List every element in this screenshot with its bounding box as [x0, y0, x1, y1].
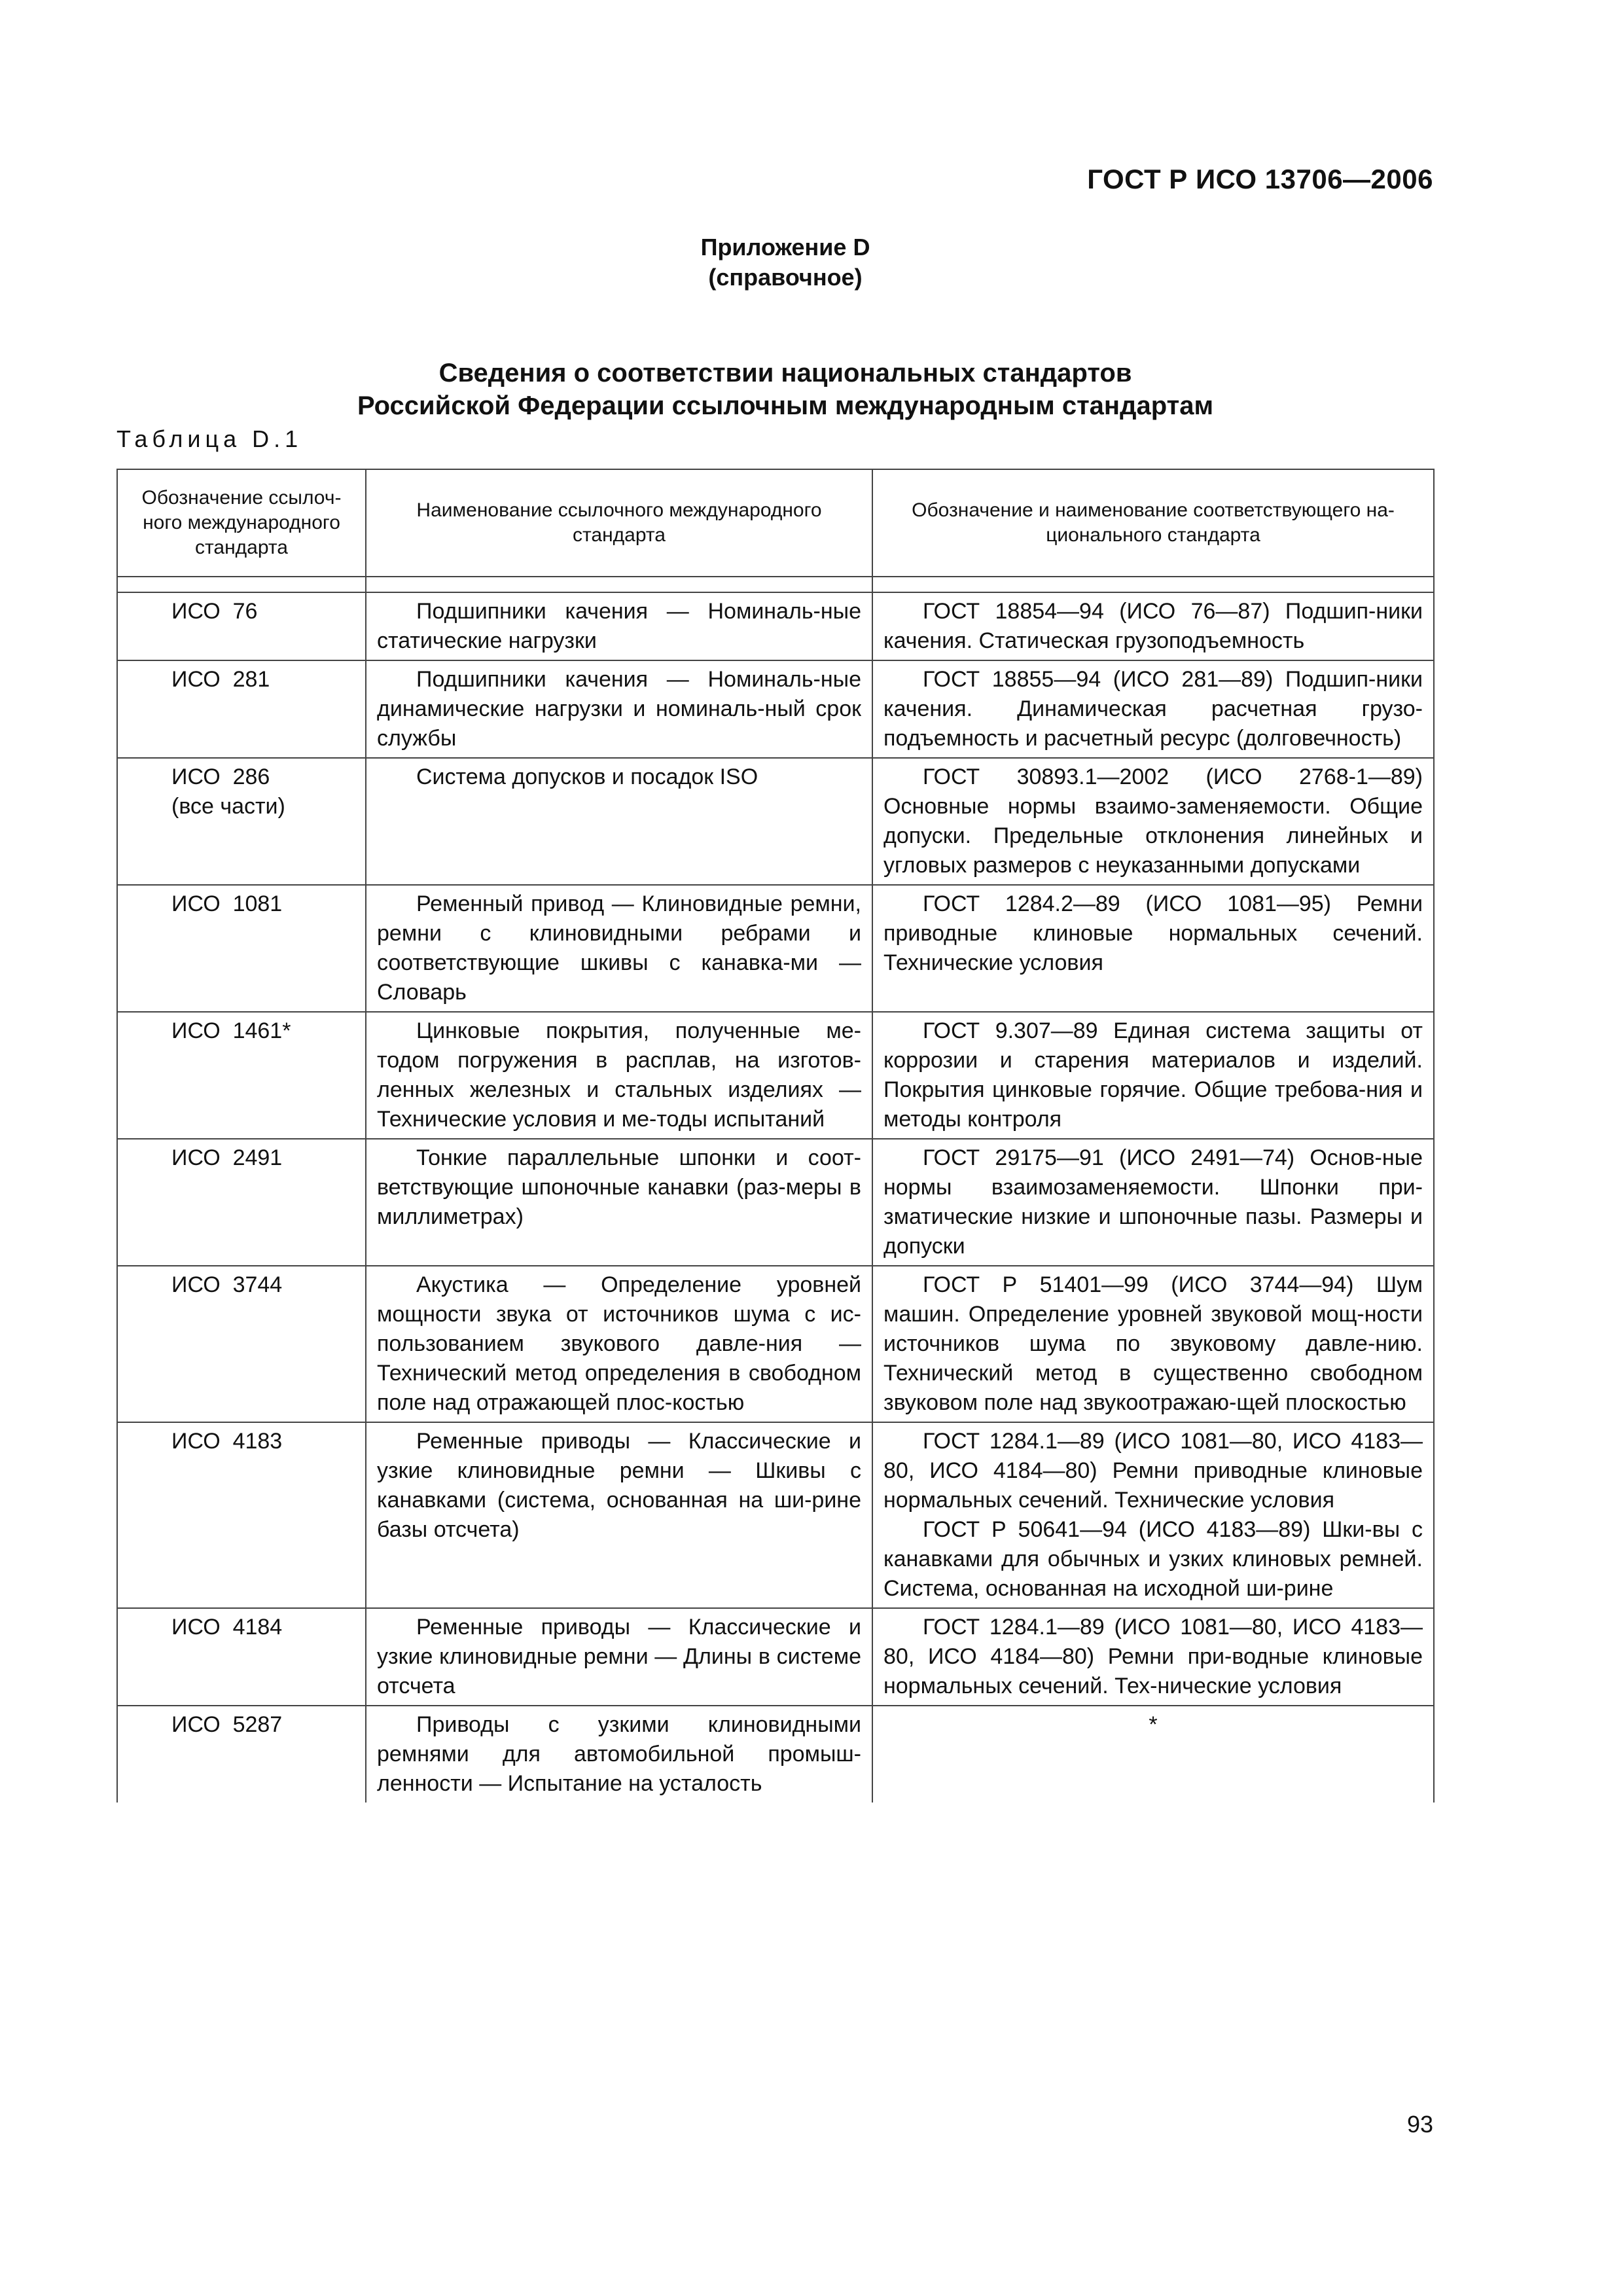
appendix-heading	[0, 232, 1571, 293]
national-standard-entry: ГОСТ 29175—91 (ИСО 2491—74) Основ-ные нормы взаимозаменяемости. Шпонки при-зматические низкие и шпоночные пазы. Размеры и допуски	[883, 1145, 1423, 1259]
intl-standard-code-cell	[117, 1266, 366, 1422]
national-standard-entry: ГОСТ Р 50641—94 (ИСО 4183—89) Шки-вы с канавками для обычных и узких клиновых ремней. Система, основанная на исходной ши-рине	[883, 1517, 1423, 1601]
intl-standard-code-cell	[117, 1706, 366, 1803]
intl-standard-name: Система допусков и посадок ISO	[366, 758, 872, 885]
intl-standard-code: ИСО 1081	[171, 891, 283, 916]
header-intl-code: Обозначение ссылоч-ного международного стандарта	[117, 469, 366, 577]
intl-standard-code: ИСО 286	[171, 764, 270, 789]
table-header-row	[117, 469, 1434, 577]
intl-standard-code-cell	[117, 885, 366, 1012]
intl-standard-name: Подшипники качения — Номиналь-ные динамические нагрузки и номиналь-ный срок службы	[366, 660, 872, 758]
appendix-title: Приложение D	[700, 234, 870, 260]
national-standard-cell	[872, 1012, 1434, 1139]
intl-standard-name: Акустика — Определение уровней мощности звука от источников шума с ис-пользованием звукового давле-ния — Технический метод определения в свободном поле над отражающей плос-костью	[366, 1266, 872, 1422]
intl-standard-code: ИСО 5287	[171, 1712, 283, 1737]
document-title-line-2: Российской Федерации ссылочным международным стандартам	[357, 391, 1214, 420]
intl-standard-code: ИСО 281	[171, 667, 270, 692]
intl-standard-code: ИСО 76	[171, 599, 258, 624]
national-standard-cell	[872, 660, 1434, 758]
intl-standard-name: Подшипники качения — Номиналь-ные статические нагрузки	[366, 592, 872, 660]
intl-standard-code-cell	[117, 592, 366, 660]
intl-standard-name: Ременный привод — Клиновидные ремни, ремни с клиновидными ребрами и соответствующие шкивы с канавка-ми — Словарь	[366, 885, 872, 1012]
national-standard-cell	[872, 758, 1434, 885]
page-number: 93	[1406, 2111, 1433, 2138]
table-row	[117, 758, 1434, 885]
intl-standard-code-cell	[117, 1139, 366, 1266]
header-separator	[117, 577, 1434, 592]
intl-standard-code-cell	[117, 1608, 366, 1706]
national-standard-cell	[872, 1139, 1434, 1266]
national-standard-entry: ГОСТ Р 51401—99 (ИСО 3744—94) Шум машин. Определение уровней звуковой мощ-ности источников шума по звуковому давле-нию. Технический метод в существенно свободном звуковом поле над звукоотражаю-щей плоскостью	[883, 1272, 1423, 1415]
table-row	[117, 885, 1434, 1012]
intl-standard-code: ИСО 4183	[171, 1429, 283, 1454]
national-standard-entry: ГОСТ 30893.1—2002 (ИСО 2768-1—89) Основные нормы взаимо-заменяемости. Общие допуски. Предельные отклонения линейных и угловых размеров с неуказанными допусками	[883, 764, 1423, 878]
national-standard-cell	[872, 1422, 1434, 1608]
intl-standard-code: ИСО 3744	[171, 1272, 283, 1297]
appendix-subtitle: (справочное)	[708, 264, 863, 291]
intl-standard-code-cell	[117, 660, 366, 758]
intl-standard-code-cell	[117, 758, 366, 885]
national-standard-cell	[872, 885, 1434, 1012]
table-row	[117, 1139, 1434, 1266]
table-label: Таблица D.1	[116, 425, 303, 452]
intl-standard-name: Цинковые покрытия, полученные ме-тодом погружения в расплав, на изготов-ленных железных и стальных изделиях — Технические условия и ме-тоды испытаний	[366, 1012, 872, 1139]
intl-standard-name: Приводы с узкими клиновидными ремнями для автомобильной промыш-ленности — Испытание на усталость	[366, 1706, 872, 1803]
table-row	[117, 1266, 1434, 1422]
national-standard-entry: ГОСТ 9.307—89 Единая система защиты от коррозии и старения материалов и изделий. Покрытия цинковые горячие. Общие требова-ния и методы контроля	[883, 1018, 1423, 1132]
intl-standard-code: ИСО 1461*	[171, 1018, 291, 1043]
table-row	[117, 1012, 1434, 1139]
national-standard-entry: *	[1149, 1712, 1158, 1737]
national-standard-cell	[872, 1608, 1434, 1706]
national-standard-entry: ГОСТ 1284.2—89 (ИСО 1081—95) Ремни приводные клиновые нормальных сечений. Технические условия	[883, 891, 1423, 975]
intl-standard-code-note: (все части)	[171, 794, 285, 819]
national-standard-cell	[872, 1706, 1434, 1803]
intl-standard-code-cell	[117, 1012, 366, 1139]
national-standard-entry: ГОСТ 18855—94 (ИСО 281—89) Подшип-ники качения. Динамическая расчетная грузо-подъемность и расчетный ресурс (долговечность)	[883, 667, 1423, 751]
intl-standard-code: ИСО 2491	[171, 1145, 283, 1170]
standards-correspondence-table	[116, 469, 1435, 1803]
table-row	[117, 1422, 1434, 1608]
intl-standard-code: ИСО 4184	[171, 1615, 283, 1640]
header-intl-name: Наименование ссылочного международного стандарта	[366, 469, 872, 577]
table-row	[117, 1706, 1434, 1803]
standard-code: ГОСТ Р ИСО 13706—2006	[1087, 164, 1433, 194]
intl-standard-name: Тонкие параллельные шпонки и соот-ветствующие шпоночные канавки (раз-меры в миллиметрах)	[366, 1139, 872, 1266]
national-standard-entry: ГОСТ 1284.1—89 (ИСО 1081—80, ИСО 4183—80, ИСО 4184—80) Ремни при-водные клиновые нормальных сечений. Тех-нические условия	[883, 1615, 1423, 1698]
table-row	[117, 592, 1434, 660]
national-standard-entry: ГОСТ 1284.1—89 (ИСО 1081—80, ИСО 4183—80, ИСО 4184—80) Ремни приводные клиновые нормальных сечений. Технические условия	[883, 1429, 1423, 1513]
document-title-line-1: Сведения о соответствии национальных стандартов	[438, 359, 1132, 387]
table-row	[117, 660, 1434, 758]
table-row	[117, 1608, 1434, 1706]
header-national-standard: Обозначение и наименование соответствующего на-ционального стандарта	[872, 469, 1434, 577]
national-standard-cell	[872, 1266, 1434, 1422]
document-title	[0, 357, 1571, 422]
national-standard-entry: ГОСТ 18854—94 (ИСО 76—87) Подшип-ники качения. Статическая грузоподъемность	[883, 599, 1423, 653]
table-body	[117, 592, 1434, 1803]
intl-standard-name: Ременные приводы — Классические и узкие клиновидные ремни — Шкивы с канавками (система, основанная на ши-рине базы отсчета)	[366, 1422, 872, 1608]
intl-standard-name: Ременные приводы — Классические и узкие клиновидные ремни — Длины в системе отсчета	[366, 1608, 872, 1706]
intl-standard-code-cell	[117, 1422, 366, 1608]
national-standard-cell	[872, 592, 1434, 660]
